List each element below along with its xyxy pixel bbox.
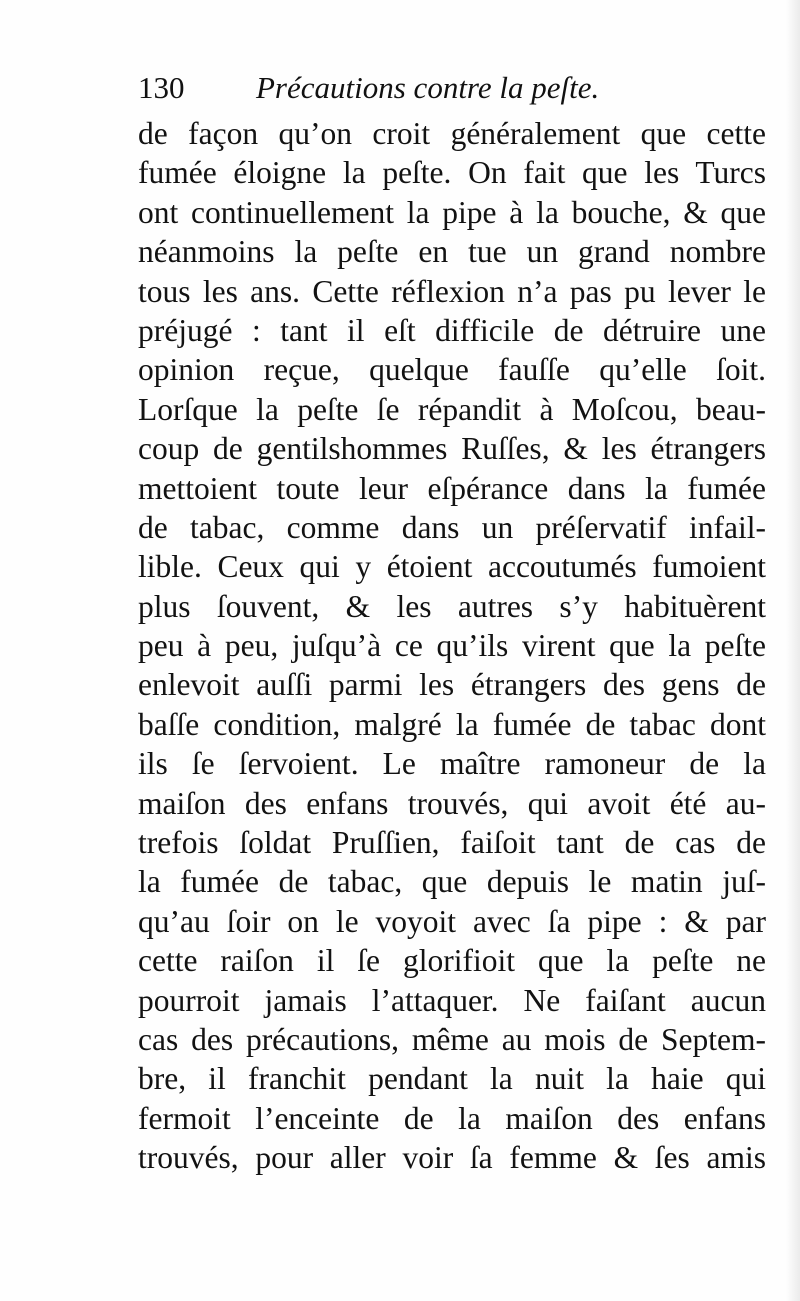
text-line: cas des précautions, même au mois de Septem-	[138, 1021, 766, 1057]
text-line: Lorſque la peſte ſe répandit à Moſcou, beau-	[138, 391, 766, 427]
text-line: préjugé : tant il eſt difficile de détruire une	[138, 312, 766, 348]
text-line: baſſe condition, malgré la fumée de tabac dont	[138, 706, 766, 742]
text-line: mettoient toute leur eſpérance dans la fumée	[138, 470, 766, 506]
text-line: peu à peu, juſqu’à ce qu’ils virent que la peſte	[138, 628, 766, 664]
page-edge-shadow	[786, 0, 800, 1301]
text-line: enlevoit auſſi parmi les étrangers des gens de	[138, 667, 766, 703]
text-line: néanmoins la peſte en tue un grand nombre	[138, 234, 766, 270]
text-line: pourroit jamais l’attaquer. Ne faiſant aucun	[138, 982, 766, 1018]
text-line: ils ſe ſervoient. Le maître ramoneur de la	[138, 746, 766, 782]
text-line: plus ſouvent, & les autres s’y habituèrent	[138, 588, 766, 624]
text-line: de façon qu’on croit généralement que cette	[138, 116, 766, 151]
text-line: trefois ſoldat Pruſſien, faiſoit tant de cas de	[138, 825, 766, 861]
text-line: opinion reçue, quelque fauſſe qu’elle ſoit.	[138, 352, 766, 388]
text-line: ont continuellement la pipe à la bouche, & que	[138, 194, 766, 230]
page-number: 130	[138, 70, 185, 105]
text-line: la fumée de tabac, que depuis le matin juſ-	[138, 864, 766, 900]
body-text	[138, 114, 766, 1178]
text-line: qu’au ſoir on le voyoit avec ſa pipe : & par	[138, 903, 766, 939]
text-line: maiſon des enfans trouvés, qui avoit été au-	[138, 785, 766, 821]
text-line: fumée éloigne la peſte. On fait que les Turcs	[138, 155, 766, 191]
text-line: fermoit l’enceinte de la maiſon des enfans	[138, 1100, 766, 1136]
text-line: cette raiſon il ſe glorifioit que la peſte ne	[138, 943, 766, 979]
text-line: tous les ans. Cette réflexion n’a pas pu lever le	[138, 273, 766, 309]
text-line: lible. Ceux qui y étoient accoutumés fumoient	[138, 549, 766, 585]
page-header	[138, 66, 738, 110]
text-line: coup de gentilshommes Ruſſes, & les étrangers	[138, 431, 766, 467]
running-title: Précautions contre la peſte.	[256, 70, 600, 105]
text-line: trouvés, pour aller voir ſa femme & ſes amis	[138, 1140, 766, 1176]
text-line: de tabac, comme dans un préſervatif infail-	[138, 509, 766, 545]
text-line: bre, il franchit pendant la nuit la haie qui	[138, 1061, 766, 1097]
